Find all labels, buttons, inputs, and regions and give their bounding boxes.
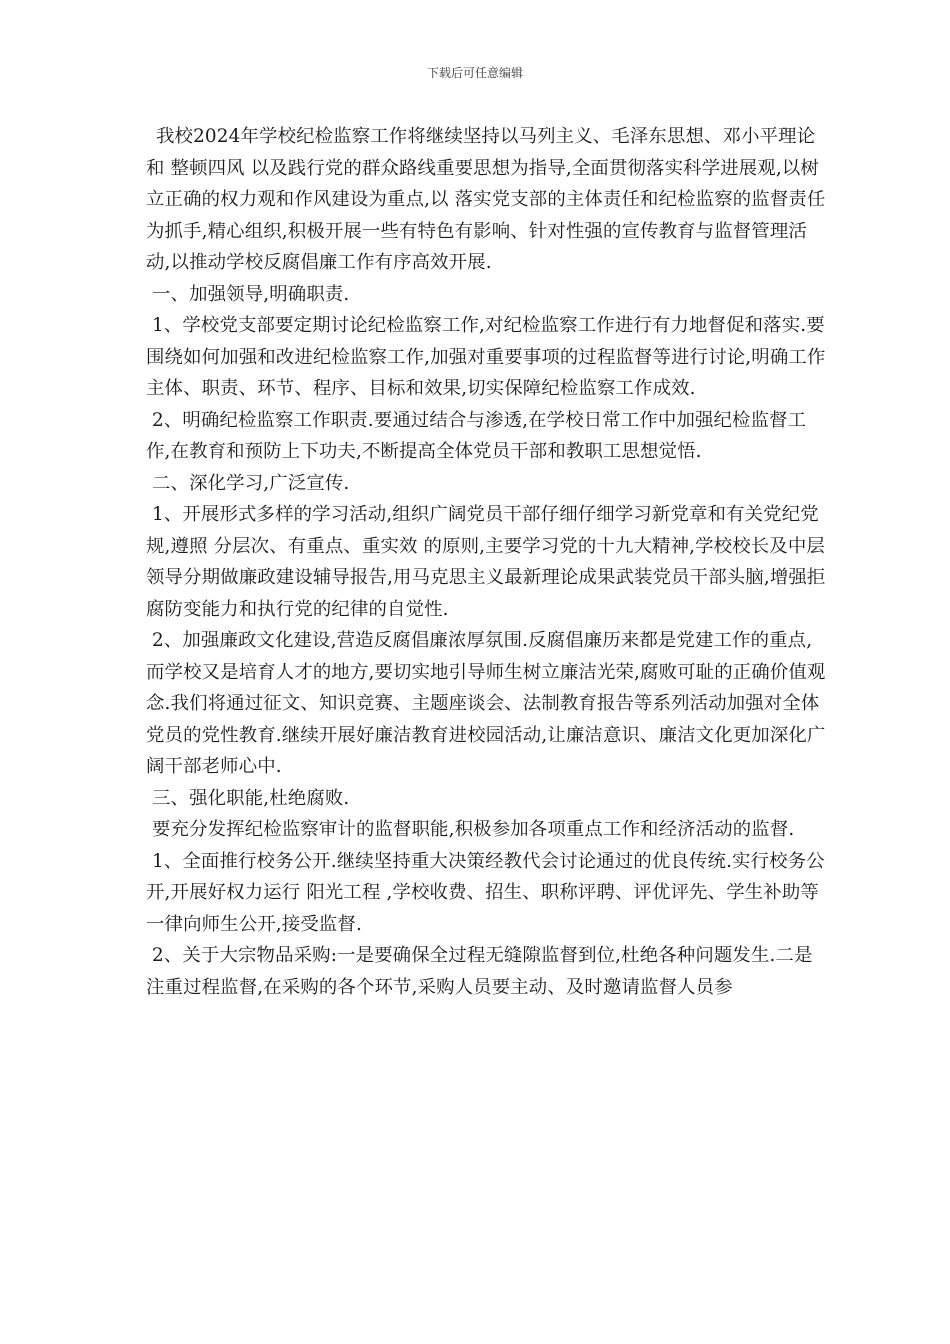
section-2-item-2: 2、加强廉政文化建设,营造反腐倡廉浓厚氛围.反腐倡廉历来都是党建工作的重点,而学校又是培育人才的地方,要切实地引导师生树立廉洁光荣,腐败可耻的正确价值观念.我们将通过征文、知识竞赛、主题座谈会、法制教育报告等系列活动加强对全体党员的党性教育.继续开展好廉洁教育进校园活动,让廉洁意识、廉洁文化更加深化广阔干部老师心中. [146,630,826,777]
section-3-intro: 要充分发挥纪检监察审计的监督职能,积极参加各项重点工作和经济活动的监督. [152,819,795,840]
document-body [146,121,826,1003]
section-1-item-1: 1、学校党支部要定期讨论纪检监察工作,对纪检监察工作进行有力地督促和落实.要围绕如何加强和改进纪检监察工作,加强对重要事项的过程监督等进行讨论,明确工作主体、职责、环节、程序、目标和效果,切实保障纪检监察工作成效. [146,315,826,399]
section-heading-3: 三、强化职能,杜绝腐败. [152,787,350,809]
section-3-item-1: 1、全面推行校务公开.继续坚持重大决策经教代会讨论通过的优良传统.实行校务公开,开展好权力运行 阳光工程 ,学校收费、招生、职称评聘、评优评先、学生补助等一律向师生公开,接受监督. [146,850,825,935]
section-2-item-1: 1、开展形式多样的学习活动,组织广阔党员干部仔细仔细学习新党章和有关党纪党规,遵照 分层次、有重点、重实效 的原则,主要学习党的十九大精神,学校校长及中层领导分期做廉政建设辅导报告,用马克思主义最新理论成果武装党员干部头脑,增强拒腐防变能力和执行党的纪律的自觉性. [146,504,826,620]
section-heading-1: 一、加强领导,明确职责. [152,283,350,305]
intro-paragraph: 我校2024年学校纪检监察工作将继续坚持以马列主义、毛泽东思想、邓小平理论和 整顿四风 以及践行党的群众路线重要思想为指导,全面贯彻落实科学进展观,以树立正确的权力观和作风建设为重点,以 落实党支部的主体责任和纪检监察的监督责任 为抓手,精心组织,积极开展一些有特色有影响、针对性强的宣传教育与监督管理活动,以推动学校反腐倡廉工作有序高效开展. [146,126,826,273]
section-3-item-2: 2、关于大宗物品采购:一是要确保全过程无缝隙监督到位,杜绝各种问题发生.二是注重过程监督,在采购的各个环节,采购人员要主动、及时邀请监督人员参 [146,945,813,998]
page-header-note: 下载后可任意编辑 [426,66,523,80]
section-1-item-2: 2、明确纪检监察工作职责.要通过结合与渗透,在学校日常工作中加强纪检监督工作,在教育和预防上下功夫,不断提高全体党员干部和教职工思想觉悟. [146,409,807,462]
section-heading-2: 二、深化学习,广泛宣传. [152,472,350,494]
